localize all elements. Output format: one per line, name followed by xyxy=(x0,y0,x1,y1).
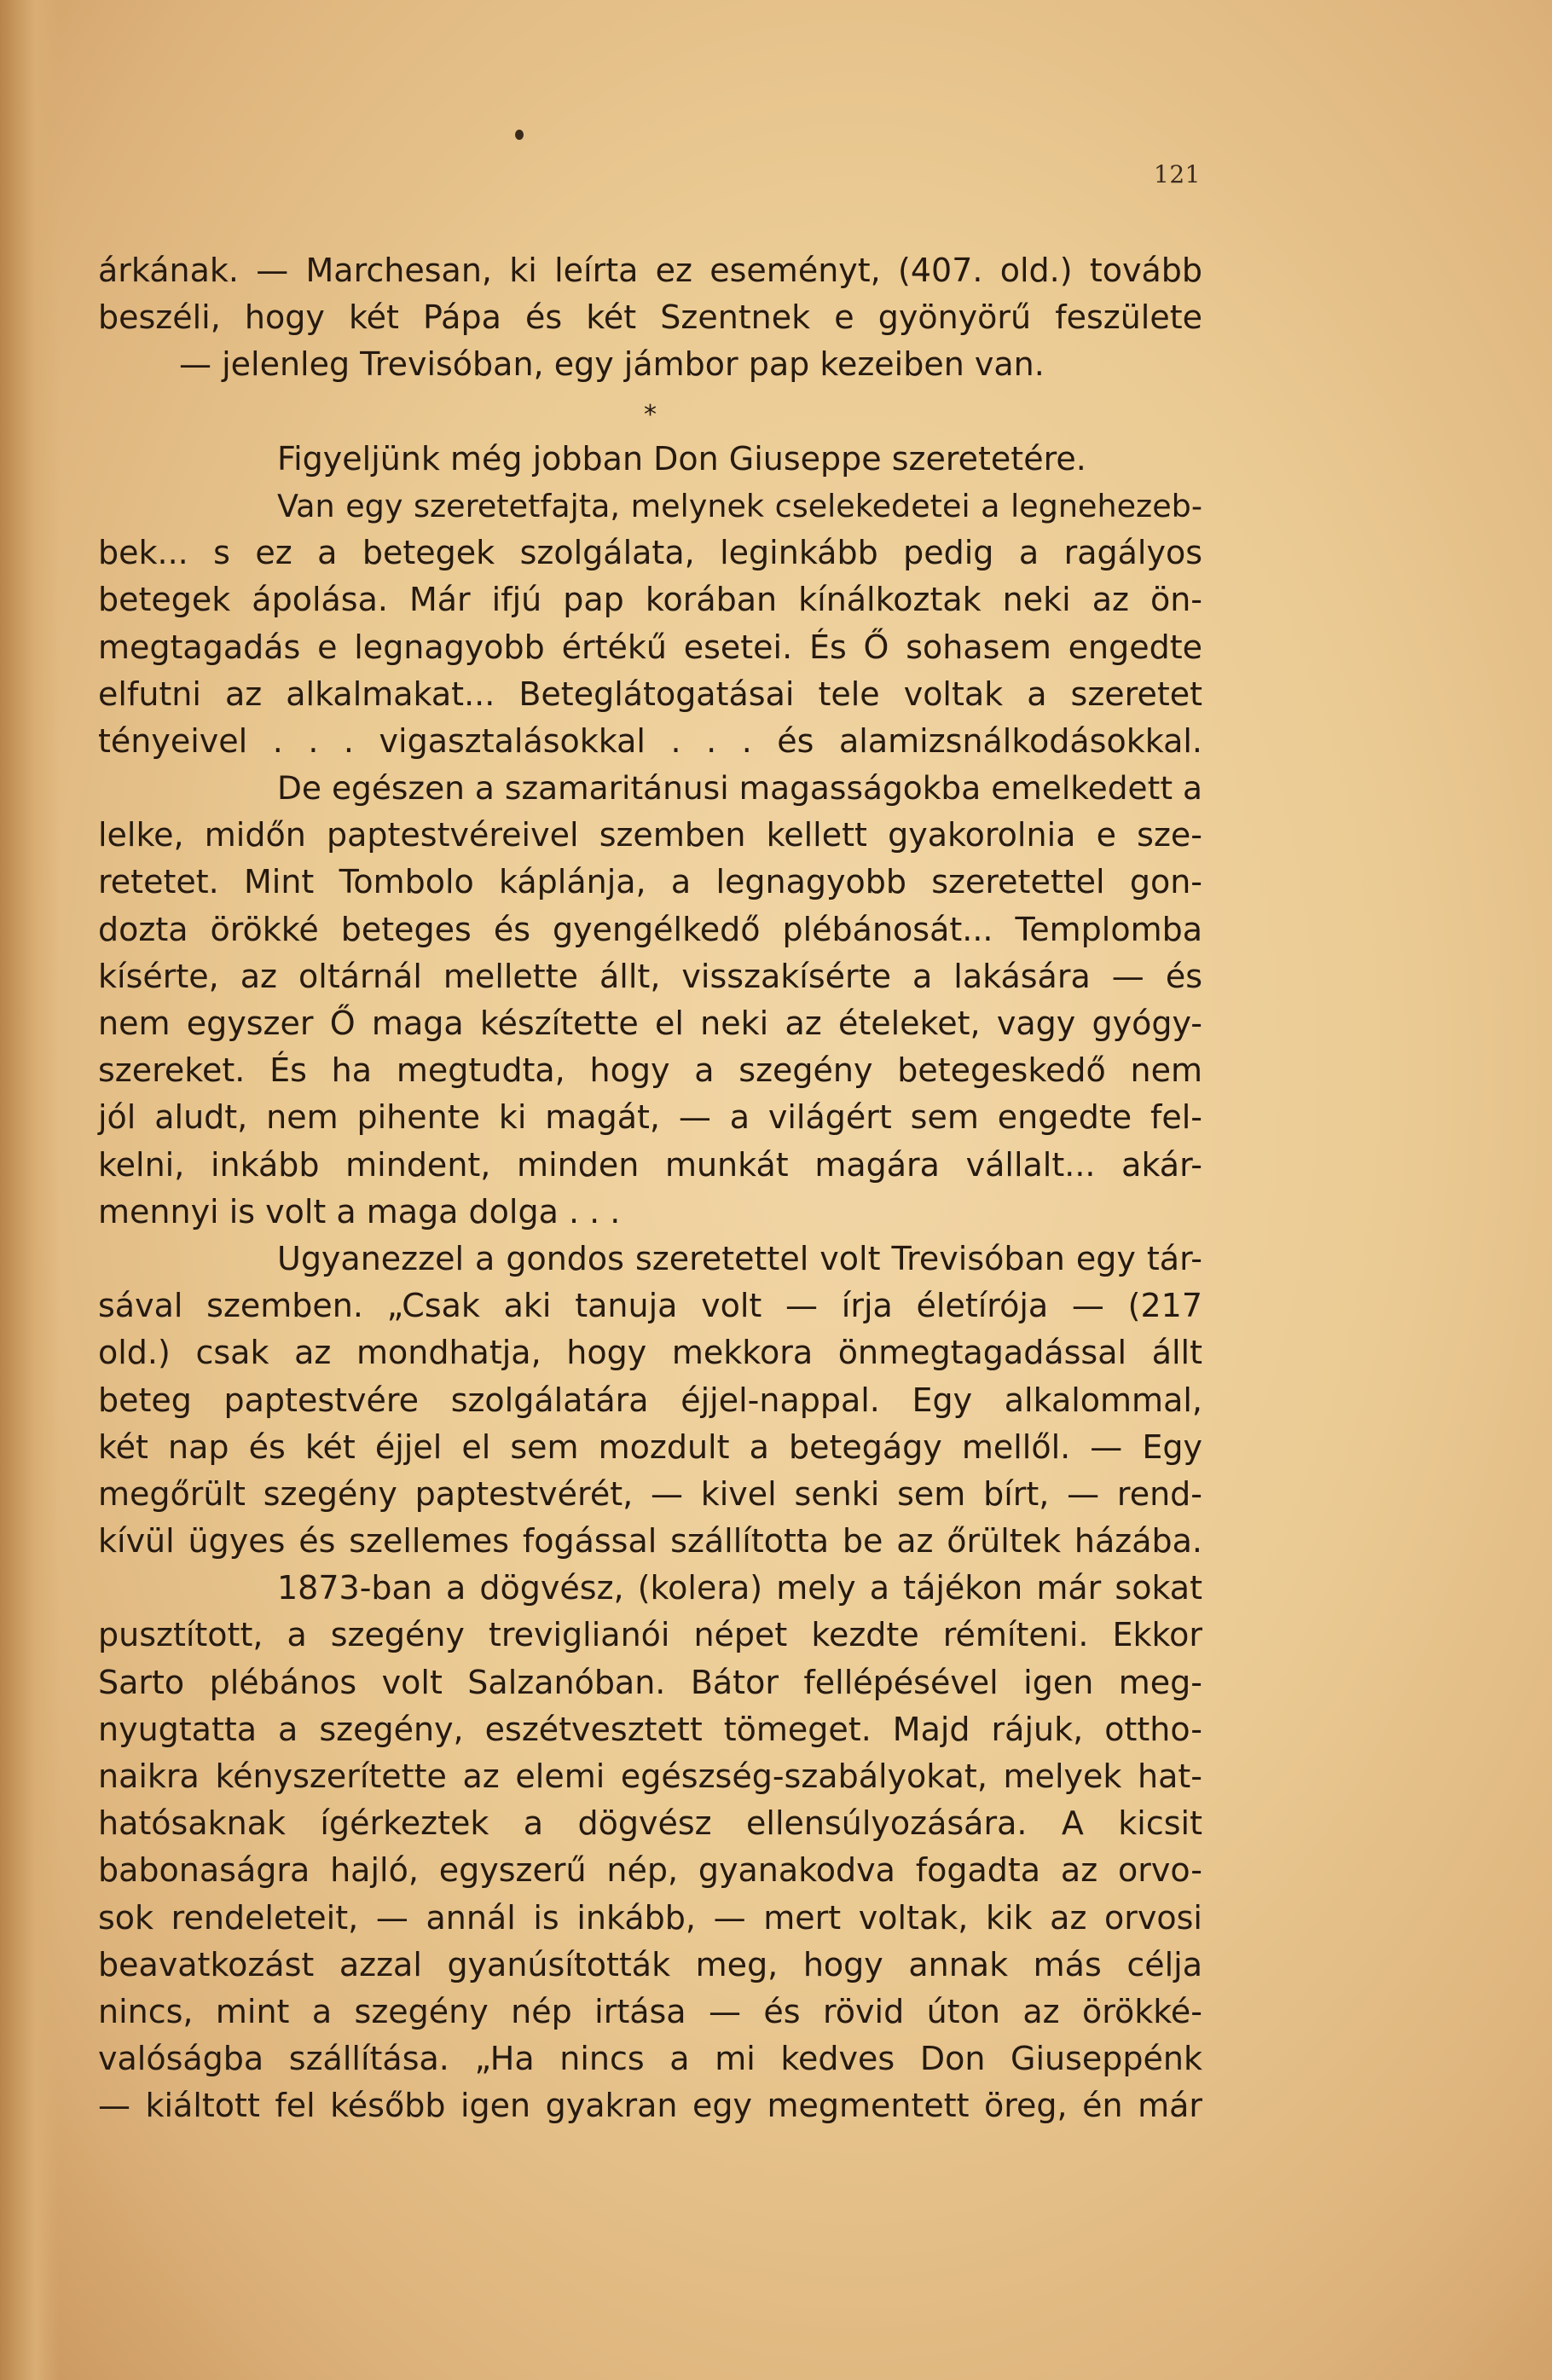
text-line: valóságba szállítása. „Ha nincs a mi kedves Don Giuseppénk xyxy=(98,2040,1202,2078)
text-line: kívül ügyes és szellemes fogással szállította be az őrültek házába. xyxy=(98,1522,1202,1561)
text-line: nem egyszer Ő maga készítette el neki az ételeket, vagy gyógy- xyxy=(98,1005,1202,1042)
text-line: betegek ápolása. Már ifjú pap korában kínálkoztak neki az ön- xyxy=(98,581,1202,619)
text-line: nincs, mint a szegény nép irtása — és rövid úton az örökké- xyxy=(98,1992,1202,2030)
text-line: bek... s ez a betegek szolgálata, leginkább pedig a ragályos xyxy=(98,534,1202,572)
text-line: elfutni az alkalmakat... Beteglátogatásai tele voltak a szeretet xyxy=(98,675,1202,713)
text-line: beszéli, hogy két Pápa és két Szentnek e gyönyörű feszülete xyxy=(98,298,1202,337)
text-line: beteg paptestvére szolgálatára éjjel-nappal. Egy alkalommal, xyxy=(98,1381,1202,1419)
text-line: beavatkozást azzal gyanúsították meg, hogy annak más célja xyxy=(98,1945,1202,1983)
page-edge-shadow xyxy=(0,0,60,2380)
text-line: sok rendeleteit, — annál is inkább, — mert voltak, kik az orvosi xyxy=(98,1898,1202,1937)
text-line: — kiáltott fel később igen gyakran egy megmentett öreg, én már xyxy=(98,2087,1202,2125)
ink-dot xyxy=(515,130,524,140)
text-line: kísérte, az oltárnál mellette állt, visszakísérte a lakására — és xyxy=(98,957,1202,995)
text-line: babonaságra hajló, egyszerű nép, gyanakodva fogadta az orvo- xyxy=(98,1851,1202,1890)
text-line: old.) csak az mondhatja, hogy mekkora önmegtagadással állt xyxy=(98,1334,1202,1372)
text-line: Ugyanezzel a gondos szeretettel volt Trevisóban egy tár- xyxy=(277,1239,1202,1277)
text-line: Sarto plébános volt Salzanóban. Bátor fellépésével igen meg- xyxy=(98,1663,1202,1701)
text-line: tényeivel . . . vigasztalásokkal . . . és alamizsnálkodásokkal. xyxy=(98,721,1202,760)
text-line: 1873-ban a dögvész, (kolera) mely a tájékon már sokat xyxy=(277,1569,1202,1607)
text-line: Van egy szeretetfajta, melynek cselekedetei a legnehezeb- xyxy=(277,487,1202,524)
text-line: sával szemben. „Csak aki tanuja volt — írja életírója — (217 xyxy=(98,1287,1202,1325)
text-line: De egészen a szamaritánusi magasságokba emelkedett a xyxy=(277,769,1202,808)
section-separator xyxy=(98,389,1202,436)
text-line: hatósaknak ígérkeztek a dögvész ellensúlyozására. A kicsit xyxy=(98,1804,1202,1843)
text-line: lelke, midőn paptestvéreivel szemben kellett gyakorolnia e sze- xyxy=(98,816,1202,854)
text-line: naikra kényszerítette az elemi egészség-szabályokat, melyek hat- xyxy=(98,1757,1202,1795)
text-line: dozta örökké beteges és gyengélkedő plébánosát... Templomba xyxy=(98,910,1202,948)
text-line: retetet. Mint Tombolo káplánja, a legnagyobb szeretettel gon- xyxy=(98,863,1202,901)
text-line: nyugtatta a szegény, eszétvesztett tömeget. Majd rájuk, ottho- xyxy=(98,1710,1202,1748)
text-line: szereket. És ha megtudta, hogy a szegény betegeskedő nem xyxy=(98,1051,1202,1090)
text-line: Figyeljünk még jobban Don Giuseppe szeretetére. xyxy=(277,439,1086,478)
body-text xyxy=(98,247,1202,2130)
paragraph-group-2 xyxy=(98,436,1202,2130)
text-line: mennyi is volt a maga dolga . . . xyxy=(98,1192,621,1231)
text-line: két nap és két éjjel el sem mozdult a betegágy mellől. — Egy xyxy=(98,1427,1202,1466)
text-line: árkának. — Marchesan, ki leírta ez eseményt, (407. old.) tovább xyxy=(98,252,1202,289)
text-line: megőrült szegény paptestvérét, — kivel senki sem bírt, — rend- xyxy=(98,1474,1202,1513)
text-line: kelni, inkább mindent, minden munkát magára vállalt... akár- xyxy=(98,1145,1202,1184)
text-line: pusztított, a szegény treviglianói népet kezdte rémíteni. Ekkor xyxy=(98,1616,1202,1654)
asterisk-separator: * xyxy=(644,399,657,430)
text-line: jól aludt, nem pihente ki magát, — a világért sem engedte fel- xyxy=(98,1098,1202,1137)
page-number: 121 xyxy=(1154,160,1201,188)
text-line: — jelenleg Trevisóban, egy jámbor pap kezeiben van. xyxy=(179,345,1045,384)
paragraph-group-1 xyxy=(98,247,1202,389)
text-line: megtagadás e legnagyobb értékű esetei. És Ő sohasem engedte xyxy=(98,628,1202,666)
